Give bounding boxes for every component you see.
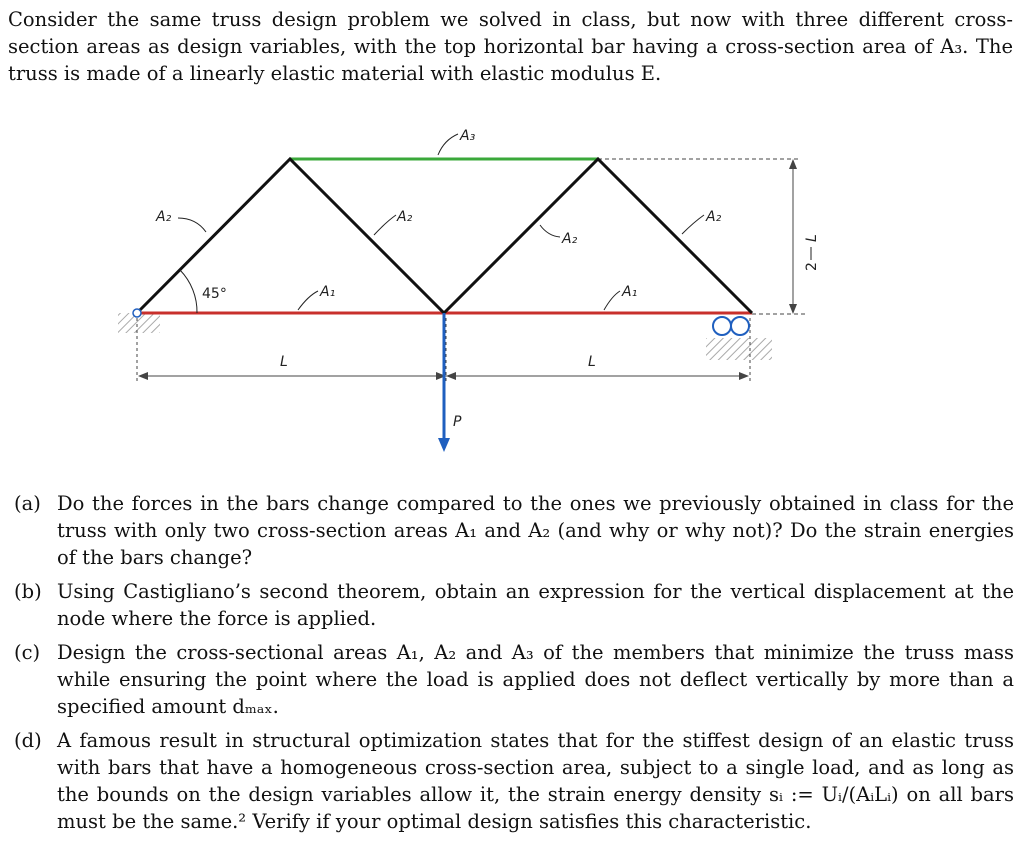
label-angle: 45° <box>202 286 227 302</box>
leader-a2-midright <box>540 225 560 237</box>
label-a2-midright: A₂ <box>562 231 578 247</box>
angle-arc <box>180 270 197 313</box>
question-list <box>14 490 1014 842</box>
leader-a2-midleft <box>374 215 396 235</box>
leader-a1-right <box>604 291 620 310</box>
question-text: Do the forces in the bars change compared to the ones we previously obtained in class for the truss with only two cross-section areas A₁ and A₂ (and why or why not)? Do the strain energies of the bars change? <box>57 492 1014 569</box>
leader-a2-left <box>178 218 206 232</box>
load-arrowhead <box>438 438 450 452</box>
question-label: (b) <box>14 580 42 603</box>
label-height-den: 2 <box>804 262 820 271</box>
question-c <box>14 639 1014 720</box>
span-arrow-right <box>739 372 749 380</box>
question-text: A famous result in structural optimization states that for the stiffest design of an elastic truss with bars that have a homogeneous cross-section area, subject to a single load, and as long as the bounds on the design variables allow it, the strain energy density sᵢ := Uᵢ/(AᵢLᵢ) on all bars must be the same.² Verify if your optimal design satisfies this characteristic. <box>57 729 1014 833</box>
label-span-right: L <box>588 354 596 370</box>
question-label: (c) <box>14 641 41 664</box>
leader-a1-left <box>298 291 318 310</box>
label-height-num: L <box>804 234 820 242</box>
label-a1-right: A₁ <box>622 284 638 300</box>
question-text: Using Castigliano’s second theorem, obtain an expression for the vertical displacement at the node where the force is applied. <box>57 580 1014 630</box>
roller-left <box>713 317 731 335</box>
question-label: (a) <box>14 492 41 515</box>
span-arrow-left <box>138 372 148 380</box>
leader-a3 <box>438 134 458 155</box>
right-ground-hatch <box>706 338 772 360</box>
question-text: Design the cross-sectional areas A₁, A₂ and A₃ of the members that minimize the truss mass while ensuring the point where the load is applied does not deflect vertically by more than a specified amount dₘₐₓ. <box>57 641 1014 718</box>
label-span-left: L <box>280 354 288 370</box>
truss-diagram <box>110 118 830 458</box>
label-a2-right: A₂ <box>706 209 722 225</box>
question-d <box>14 727 1014 835</box>
roller-right <box>731 317 749 335</box>
leader-a2-right <box>682 215 704 234</box>
label-load: P <box>453 414 462 430</box>
span-arrow-mid-r <box>446 372 456 380</box>
question-a <box>14 490 1014 571</box>
label-a1-left: A₁ <box>320 284 336 300</box>
label-a3: A₃ <box>460 128 476 144</box>
label-a2-left: A₂ <box>156 209 172 225</box>
problem-intro: Consider the same truss design problem we solved in class, but now with three different cross-section areas as design variables, with the top horizontal bar having a cross-section area of A₃. The truss is made of a linearly elastic material with elastic modulus E. <box>8 8 1013 85</box>
height-arrow-top <box>789 159 797 169</box>
diagonal-members <box>137 159 752 313</box>
question-label: (d) <box>14 729 42 752</box>
question-b <box>14 578 1014 632</box>
label-a2-midleft: A₂ <box>397 209 413 225</box>
height-arrow-bottom <box>789 304 797 314</box>
pin-support <box>133 309 141 317</box>
